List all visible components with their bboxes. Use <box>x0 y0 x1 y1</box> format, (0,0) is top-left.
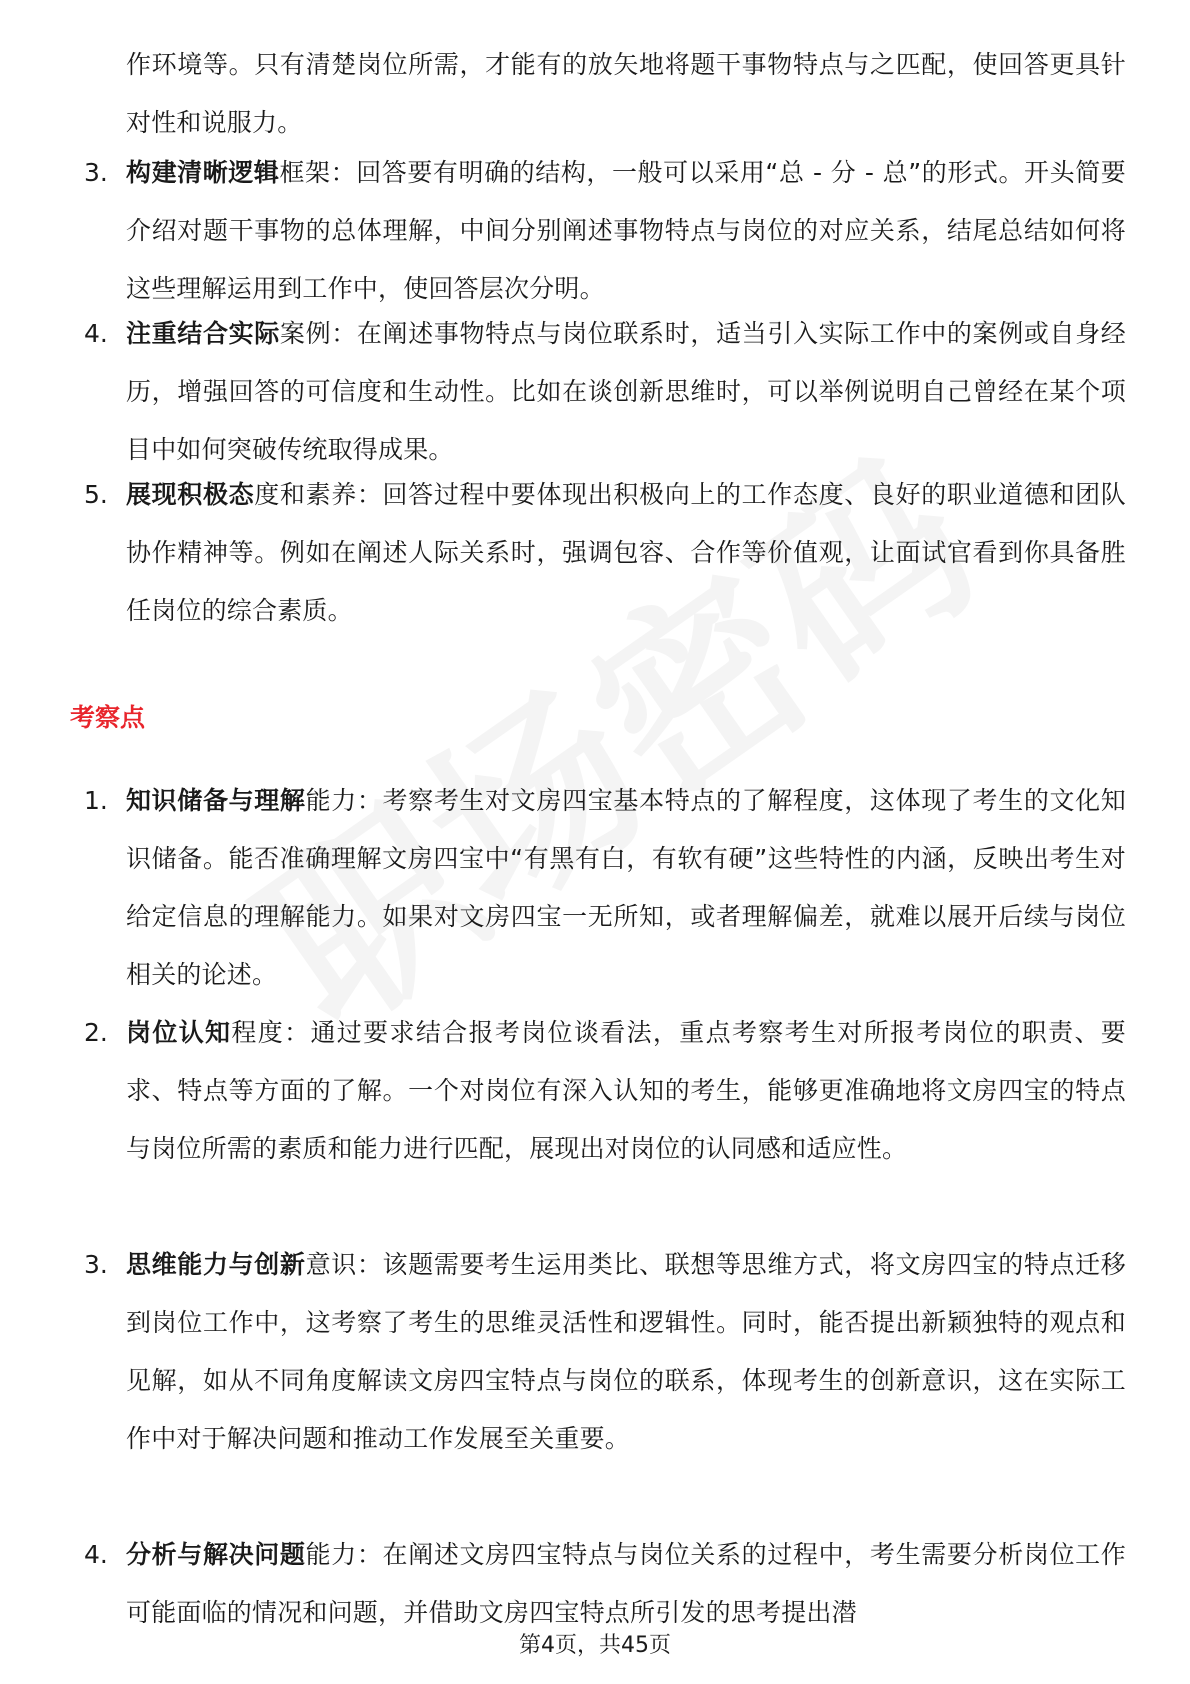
item-label-bold: 注重结合实际 <box>126 319 280 348</box>
list-number: 3. <box>84 158 108 187</box>
item-label-bold: 分析与解决问题 <box>126 1540 306 1569</box>
list-number: 4. <box>84 1540 108 1569</box>
list-paragraph <box>126 466 1126 640</box>
list-number: 5. <box>84 480 108 509</box>
list-paragraph <box>126 144 1126 318</box>
list-paragraph <box>126 772 1126 1004</box>
list-number: 4. <box>84 319 108 348</box>
item-text: 通过要求结合报考岗位谈看法，重点考察考生对所报考岗位的职责、要求、特点等方面的了解。一个对岗位有深入认知的考生，能够更准确地将文房四宝的特点与岗位所需的素质和能力进行匹配，展现出对岗位的认同感和适应性。 <box>126 1018 1126 1163</box>
item-label-bold: 展现积极态 <box>126 480 255 509</box>
intro-continuation-text: 作环境等。只有清楚岗位所需，才能有的放矢地将题干事物特点与之匹配，使回答更具针对性和说服力。 <box>126 50 1126 137</box>
item-label-rest: 程度： <box>231 1018 311 1047</box>
item-label-rest: 能力： <box>305 1540 383 1569</box>
item-label-rest: 度和素养： <box>254 480 383 509</box>
item-text: 考察考生对文房四宝基本特点的了解程度，这体现了考生的文化知识储备。能否准确理解文房四宝中“有黑有白，有软有硬”这些特性的内涵，反映出考生对给定信息的理解能力。如果对文房四宝一无所知，或者理解偏差，就难以展开后续与岗位相关的论述。 <box>126 786 1127 989</box>
list-number: 3. <box>84 1250 108 1279</box>
list-paragraph <box>126 1004 1126 1178</box>
item-label-rest: 能力： <box>305 786 383 815</box>
item-text: 该题需要考生运用类比、联想等思维方式，将文房四宝的特点迁移到岗位工作中，这考察了考生的思维灵活性和逻辑性。同时，能否提出新颖独特的观点和见解，如从不同角度解读文房四宝特点与岗位的联系，体现考生的创新意识，这在实际工作中对于解决问题和推动工作发展至关重要。 <box>126 1250 1127 1453</box>
list-paragraph <box>126 1236 1126 1468</box>
item-text: 在阐述事物特点与岗位联系时，适当引入实际工作中的案例或自身经历，增强回答的可信度和生动性。比如在谈创新思维时，可以举例说明自己曾经在某个项目中如何突破传统取得成果。 <box>126 319 1126 464</box>
intro-continuation <box>126 36 1126 152</box>
item-label-bold: 思维能力与创新 <box>126 1250 306 1279</box>
item-text: 回答过程中要体现出积极向上的工作态度、良好的职业道德和团队协作精神等。例如在阐述人际关系时，强调包容、合作等价值观，让面试官看到你具备胜任岗位的综合素质。 <box>126 480 1126 625</box>
item-label-bold: 岗位认知 <box>126 1018 232 1047</box>
list-number: 2. <box>84 1018 108 1047</box>
item-label-rest: 意识： <box>305 1250 383 1279</box>
section-title: 考察点 <box>70 703 146 732</box>
item-label-rest: 框架： <box>279 158 357 187</box>
item-label-bold: 构建清晰逻辑 <box>126 158 280 187</box>
item-label-rest: 案例： <box>279 319 357 348</box>
list-number: 1. <box>84 786 108 815</box>
list-paragraph <box>126 305 1126 479</box>
list-paragraph <box>126 1526 1126 1642</box>
item-label-bold: 知识储备与理解 <box>126 786 306 815</box>
page-footer: 第4页，共45页 <box>519 1633 671 1658</box>
item-text: 回答要有明确的结构，一般可以采用“总 - 分 - 总”的形式。开头简要介绍对题干事物的总体理解，中间分别阐述事物特点与岗位的对应关系，结尾总结如何将这些理解运用到工作中，使回答层次分明。 <box>126 158 1126 303</box>
item-text: 在阐述文房四宝特点与岗位关系的过程中，考生需要分析岗位工作可能面临的情况和问题，并借助文房四宝特点所引发的思考提出潜 <box>126 1540 1127 1627</box>
